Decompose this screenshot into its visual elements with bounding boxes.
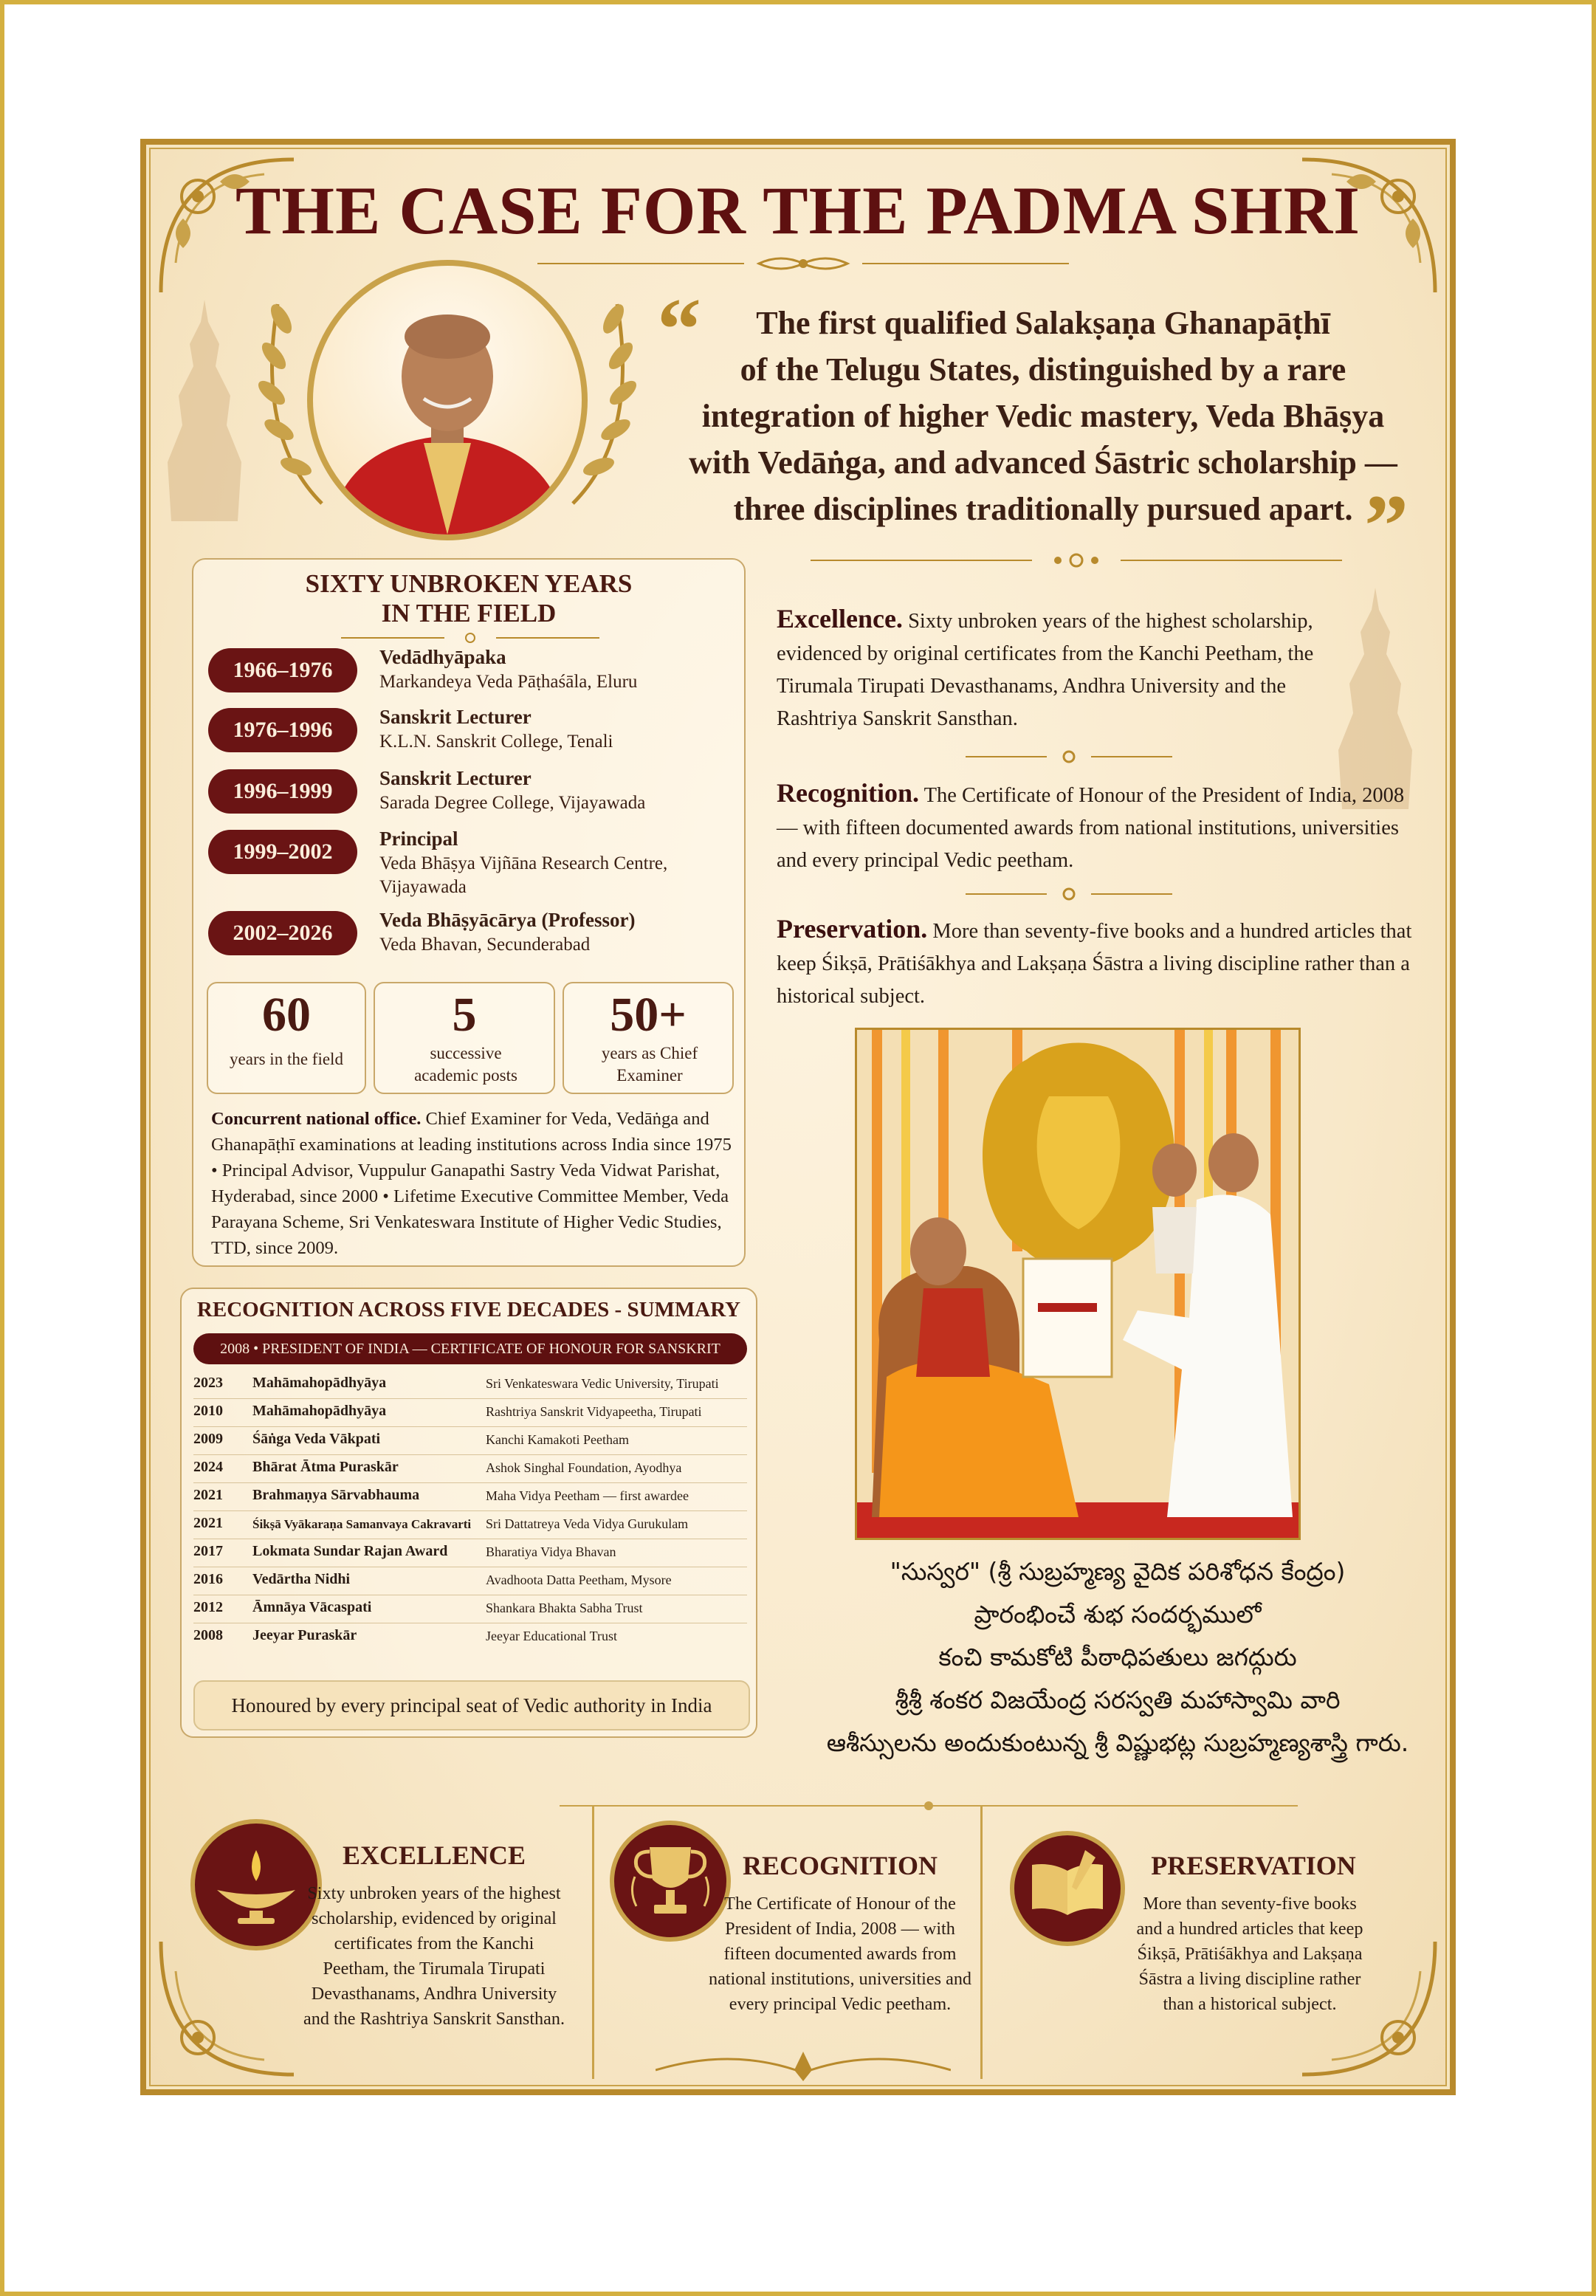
award-name: Vedārtha Nidhi — [252, 1571, 351, 1587]
award-year: 2023 — [193, 1375, 223, 1391]
table-row — [193, 1426, 747, 1455]
stat-card — [374, 982, 555, 1094]
timeline-role: Vedādhyāpaka — [379, 646, 506, 668]
caption-line: శ్రీశ్రీ శంకర విజయేంద్ర సరస్వతి మహాస్వామి వారి — [895, 1685, 1341, 1714]
caption-line: "సుస్వర" (శ్రీ సుబ్రహ్మణ్య వైదిక పరిశోధన కేంద్రం) — [890, 1557, 1346, 1586]
open-book-icon — [1014, 1835, 1121, 1942]
timeline-years: 1976–1996 — [208, 708, 357, 752]
stat-card — [207, 982, 366, 1094]
timeline-row — [208, 769, 725, 828]
preservation-heading: Preservation. — [777, 914, 928, 944]
timeline-place: Veda Bhavan, Secunderabad — [379, 935, 591, 955]
table-row — [193, 1482, 747, 1511]
panel-title-line: IN THE FIELD — [381, 599, 557, 628]
excellence-paragraph — [777, 602, 1367, 735]
preservation-medallion — [1010, 1831, 1125, 1946]
excellence-body: Sixty unbroken years of the highest scholarship, evidenced by original certificates from the Kanchi Peetham, the Tirumala Tirupati Devasthanams, Andhra University and the Rashtriya Sanskrit Sansthan. — [777, 610, 1314, 730]
president-honour-banner: 2008 • PRESIDENT OF INDIA — CERTIFICATE OF HONOUR FOR SANSKRIT — [193, 1333, 747, 1364]
lead-quote — [656, 300, 1431, 532]
award-year: 2021 — [193, 1487, 223, 1503]
award-year: 2012 — [193, 1599, 223, 1615]
stat-number: 50+ — [610, 988, 687, 1042]
award-institution: Sri Dattatreya Veda Vidya Gurukulam — [486, 1516, 689, 1531]
portrait-photo — [307, 260, 588, 540]
award-institution: Maha Vidya Peetham — first awardee — [486, 1488, 689, 1503]
oil-lamp-icon — [195, 1824, 317, 1946]
quote-line: with Vedāṅga, and advanced Śāstric scholarship — — [689, 444, 1397, 481]
quote-line: of the Telugu States, distinguished by a rare — [740, 351, 1346, 388]
recognition-text-bottom: The Certificate of Honour of the President of India, 2008 — with fifteen documented awards from national institutions, universities and every principal Vedic peetham. — [708, 1894, 972, 2014]
award-name: Jeeyar Puraskār — [252, 1627, 357, 1643]
award-name: Mahāmahopādhyāya — [252, 1403, 387, 1419]
stat-label: years in the field — [230, 1050, 343, 1068]
award-institution: Rashtriya Sanskrit Vidyapeetha, Tirupati — [486, 1404, 702, 1419]
award-institution: Bharatiya Vidya Bhavan — [486, 1544, 616, 1559]
column-separator — [592, 1806, 594, 2079]
recognition-title-bottom: RECOGNITION — [742, 1851, 938, 1880]
table-row — [193, 1370, 747, 1399]
timeline-years: 1966–1976 — [208, 648, 357, 692]
award-name: Brahmaṇya Sārvabhauma — [252, 1487, 420, 1503]
stat-label: successive academic posts — [414, 1044, 517, 1085]
section-divider — [966, 749, 1172, 765]
preservation-title-bottom: PRESERVATION — [1151, 1851, 1356, 1880]
bottom-divider — [560, 1798, 1298, 1813]
honour-footer: Honoured by every principal seat of Vedic authority in India — [193, 1680, 750, 1730]
section-divider — [966, 886, 1172, 902]
concurrent-heading: Concurrent national office. — [211, 1109, 422, 1129]
award-year: 2017 — [193, 1543, 223, 1559]
corner-ornament-bottom-left — [154, 1934, 301, 2082]
timeline-role: Sanskrit Lecturer — [379, 706, 532, 728]
caption-line: కంచి కామకోటి పీఠాధిపతులు జగద్గురు — [938, 1643, 1297, 1671]
recognition-body: The Certificate of Honour of the President of India, 2008 — with fifteen documented awards from national institutions, universities and every principal Vedic peetham. — [777, 784, 1405, 872]
preservation-body: More than seventy-five books and a hundred articles that keep Śikṣā, Prātiśākhya and Lakṣaṇa Śāstra a living discipline rather than a historical subject. — [777, 920, 1412, 1008]
timeline-role: Principal — [379, 828, 458, 850]
bottom-flourish — [656, 2048, 951, 2085]
award-institution: Sri Venkateswara Vedic University, Tirupati — [486, 1376, 719, 1391]
table-row — [193, 1398, 747, 1427]
preservation-text-bottom: More than seventy-five books and a hundred articles that keep Śikṣā, Prātiśākhya and Lakṣaṇa Śāstra a living discipline rather than a historical subject. — [1136, 1894, 1363, 2014]
stat-card — [563, 982, 734, 1094]
quote-line: integration of higher Vedic mastery, Veda Bhāṣya — [701, 398, 1385, 434]
award-name: Śikṣā Vyākaraṇa Samanvaya Cakravarti — [252, 1517, 472, 1531]
timeline-place: Markandeya Veda Pāṭhaśāla, Eluru — [379, 672, 638, 692]
page-title: THE CASE FOR THE PADMA SHRI — [235, 173, 1361, 248]
award-institution: Kanchi Kamakoti Peetham — [486, 1432, 629, 1447]
quote-line: The first qualified Salakṣaṇa Ghanapāṭhī — [756, 305, 1330, 341]
timeline-role: Veda Bhāṣyācārya (Professor) — [379, 909, 636, 931]
award-name: Āmnāya Vācaspati — [252, 1599, 372, 1615]
caption-line: ప్రారంభించే శుభ సందర్భములో — [974, 1600, 1262, 1629]
ceremony-photo — [855, 1028, 1301, 1540]
quote-close-icon: ” — [1364, 476, 1408, 574]
table-row — [193, 1623, 747, 1651]
award-institution: Jeeyar Educational Trust — [486, 1629, 617, 1643]
timeline-place: K.L.N. Sanskrit College, Tenali — [379, 732, 613, 752]
recognition-paragraph — [777, 777, 1419, 877]
panel-divider — [341, 632, 599, 644]
award-name: Bhārat Ātma Puraskār — [252, 1459, 399, 1475]
temple-tower-left-icon — [156, 300, 252, 521]
recognition-summary-panel — [180, 1288, 757, 1738]
preservation-paragraph — [777, 912, 1419, 1013]
excellence-heading: Excellence. — [777, 604, 903, 633]
table-row — [193, 1454, 747, 1483]
stat-label: years as Chief Examiner — [601, 1044, 698, 1085]
recognition-heading: Recognition. — [777, 778, 919, 808]
timeline-years: 1996–1999 — [208, 769, 357, 814]
telugu-photo-caption — [778, 1550, 1457, 1764]
award-institution: Ashok Singhal Foundation, Ayodhya — [486, 1460, 682, 1475]
timeline-years: 2002–2026 — [208, 911, 357, 955]
award-institution: Shankara Bhakta Sabha Trust — [486, 1601, 643, 1615]
concurrent-body: Chief Examiner for Veda, Vedāṅga and Ghanapāṭhī examinations at leading institutions across India since 1975 • Principal Advisor, Vuppulur Ganapathi Sastry Veda Vidwat Parishat, Hyderabad, since 2000 • Lifetime Executive Committee Member, Veda Parayana Scheme, Sri Venkateswara Institute of Higher Vedic Studies, TTD, since 2009. — [211, 1109, 732, 1258]
timeline-place: Veda Bhāṣya Vijñāna Research Centre, Vijayawada — [379, 853, 668, 897]
award-year: 2008 — [193, 1627, 223, 1643]
award-year: 2010 — [193, 1403, 223, 1419]
award-year: 2009 — [193, 1431, 223, 1447]
excellence-title: EXCELLENCE — [342, 1840, 526, 1870]
table-row — [193, 1539, 747, 1567]
stat-number: 60 — [262, 988, 311, 1042]
career-timeline-panel — [192, 558, 746, 1267]
stat-number: 5 — [452, 988, 477, 1042]
award-name: Śāṅga Veda Vākpati — [252, 1431, 381, 1447]
title-divider — [537, 255, 1069, 272]
award-year: 2024 — [193, 1459, 223, 1475]
table-row — [193, 1595, 747, 1623]
panel-title-line: SIXTY UNBROKEN YEARS — [305, 569, 633, 598]
poster — [140, 139, 1456, 2095]
table-row — [193, 1567, 747, 1595]
column-separator — [980, 1806, 983, 2079]
timeline-role: Sanskrit Lecturer — [379, 767, 532, 789]
excellence-text: Sixty unbroken years of the highest scholarship, evidenced by original certificates from the Kanchi Peetham, the Tirumala Tirupati Devasthanams, Andhra University and the Rashtriya Sanskrit Sansthan. — [303, 1883, 565, 2029]
timeline-place: Sarada Degree College, Vijayawada — [379, 793, 646, 813]
concurrent-office-text — [211, 1106, 735, 1261]
timeline-row — [208, 708, 725, 767]
award-year: 2021 — [193, 1515, 223, 1531]
timeline-row — [208, 648, 725, 707]
timeline-years: 1999–2002 — [208, 830, 357, 874]
portrait-medallion — [292, 245, 602, 555]
caption-line: ఆశీస్సులను అందుకుంటున్న శ్రీ విష్ణుభట్ల సుబ్రహ్మణ్యశాస్త్రి గారు. — [826, 1728, 1409, 1757]
award-institution: Avadhoota Datta Peetham, Mysore — [486, 1573, 672, 1587]
quote-open-icon: “ — [657, 280, 701, 378]
table-row — [193, 1510, 747, 1539]
award-name: Mahāmahopādhyāya — [252, 1375, 387, 1391]
timeline-row — [208, 911, 725, 970]
quote-divider — [811, 552, 1342, 568]
recognition-title: RECOGNITION ACROSS FIVE DECADES - SUMMARY — [196, 1298, 741, 1321]
timeline-row — [208, 828, 725, 897]
award-year: 2016 — [193, 1571, 223, 1587]
award-name: Lokmata Sundar Rajan Award — [252, 1543, 448, 1559]
quote-line: three disciplines traditionally pursued apart. — [733, 491, 1353, 527]
